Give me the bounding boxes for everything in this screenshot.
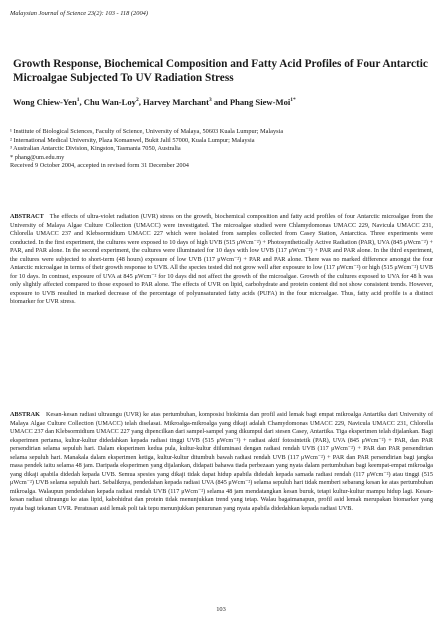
affiliations <box>10 128 430 171</box>
author-affiliation-mark: 2 <box>135 97 139 104</box>
affiliation-line: ³ Australian Antarctic Division, Kingston, Tasmania 7050, Australia <box>10 145 181 153</box>
page-number: 103 <box>216 606 226 613</box>
paper-title: Growth Response, Biochemical Composition and Fatty Acid Profiles of Four Antarctic Microalgae Subjected To UV Radiation Stress <box>13 58 428 84</box>
author-affiliation-mark: 3 <box>208 97 212 104</box>
author-affiliation-mark: 1 <box>76 97 80 104</box>
author-name: Phang Siew-Moi <box>229 97 291 107</box>
author-affiliation-mark: 1* <box>290 97 296 104</box>
affiliation-line: ² International Medical University, Plaza Komanwel, Bukit Jalil 57000, Kuala Lumpur; Malaysia <box>10 136 255 144</box>
abstract-body: The effects of ultra-violet radiation (UVR) stress on the growth, biochemical composition and fatty acid profiles of four Antarctic microalgae from the University of Malaya Algae Culture Collection (UMACC) were investigated. The microalgae studied were Chlamydomonas UMACC 229, Navicula UMACC 231, Chlorella UMACC 237 and Klebsormidium UMACC 227 which were isolated from samples collected from Casey Station, Antarctica. Three experiments were conducted. In the first experiment, the cultures were exposed to 10 days of high UVB (515 μWcm⁻²) + Photosynthetically Active Radiation (PAR), UVA (845 μWcm⁻²) + PAR, and PAR alone. In the second experiment, the cultures were illuminated for 10 days with low UVB (117 μWcm⁻²) + PAR and PAR alone. In the third experiment, the cultures were subjected to short-term (48 hours) exposure of low UVB (117 μWcm⁻²) + PAR and PAR alone. There was no marked difference amongst the four Antarctic microalgae in terms of their growth response to UVB. All the species tested did not grow well after exposure to low (117 μWcm⁻²) or high (515 μWcm⁻²) UVB for 10 days. In contrast, exposure of UVA at 845 μWcm⁻² for 10 days did not affect the growth of the microalgae. Growth of the cultures exposed to UVA for 48 h was only slightly affected compared to those exposed to PAR alone. The effects of UVR on lipid, carbohydrate and protein content did not show consistent trends. However, exposure to UVB resulted in marked decrease of the percentage of polyunsaturated fatty acids (PUFA) in the four microalgae. Thus, fatty acid profile is a distinct biomarker for UVR stress. <box>10 213 433 306</box>
received-date: Received 9 October 2004, accepted in revised form 31 December 2004 <box>10 162 189 170</box>
author-name: Chu Wan-Loy <box>83 97 136 107</box>
author-name: Harvey Marchant <box>143 97 209 107</box>
abstract-heading: ABSTRACT <box>10 213 44 220</box>
affiliation-line: ¹ Institute of Biological Sciences, Faculty of Science, University of Malaya, 50603 Kuala Lumpur; Malaysia <box>10 128 284 135</box>
abstract-malay <box>10 411 433 514</box>
abstrak-body: Kesan-kesan radiasi ultraungu (UVR) ke atas pertumbuhan, komposisi biokimia dan profil asid lemak bagi empat mikroalga Antartika dari University of Malaya Algae Culture Collection (UMACC) telah diselasai. Mikroalga-mikroalga yang dikaji adalah Chamydomonas UMACC 229, Navicula UMACC 231, Chlorella UMACC 237 dan Klebsormidium UMACC 227 yang dipencilkan dari sampel-sampel yang dikumpul dari stesen Casey, Antartika. Tiga eksperimen telah dijalankan. Bagi eksperimen pertama, kultur-kultur didedahkan kepada radiasi tinggi UVB (515 μWcm⁻²) + radiasi aktif fotosintetik (PAR), UVA (845 μWcm⁻²) + PAR, dan PAR persendirian selama sepuluh hari. Dalam eksperimen kedua pula, kultur-kultur diiluminasi dengan radiasi rendah UVB (117 μWcm⁻²) + PAR dan PAR persendirian selama sepuluh hari. Manakala dalam eksperimen ketiga, kultur-kultur ditumbuh bawah radiasi rendah UVB (117 μWcm⁻²) + PAR dan PAR persendirian bagi jangka masa pendek iaitu selama 48 jam. Daripada eksperimen yang dijalankan, didapati bahawa tiada perbezaan yang nyata dalam pertumbuhan bagi keempat-empat mikroalga yang dikaji apabila didedah kepada UVB. Semua spesies yang dikaji tidak dapat hidup apabila didedah kepada samada radiasi rendah (117 μWcm⁻²) atau tinggi (515 μWcm⁻²) UVB selama sepuluh hari. Sebaliknya, pendedahan kepada radiasi UVA (845 μWcm⁻²) selama sepuluh hari tidak memberi sebarang kesan ke atas pertumbuhan mikroalga. Walaupun pendedahan kepada radiasi rendah UVB (117 μWcm⁻²) selama 48 jam mendatangkan kesan buruk, tetapi kultur-kultur mampu hidup lagi. Kesan-kesan radiasi ultraungu ke atas lipid, kabohidrat dan protein tidak menunjukkan trend yang tetap. Walau bagaimanapun, profil asid lemak merupakan biomarker yang nyata bagi tekanan UVR. Peratusan asid lemak poli tak tepu menunjukkan penurunan yang nyata apabila didedahkan kepada radiasi UVB. <box>10 411 434 513</box>
journal-header: Malaysian Journal of Science 23(2): 103 - 118 (2004) <box>10 10 148 17</box>
corresponding-email: * phang@um.edu.my <box>10 153 65 161</box>
abstrak-heading: ABSTRAK <box>10 411 40 418</box>
author-list: Wong Chiew-Yen$^1$, Chu Wan-Loy$^2$, Harvey Marchant$^3$ and Phang Siew-Moi$^{1*}$ <box>13 97 296 107</box>
abstract-english <box>10 213 433 307</box>
author-name: Wong Chiew-Yen <box>13 97 77 107</box>
